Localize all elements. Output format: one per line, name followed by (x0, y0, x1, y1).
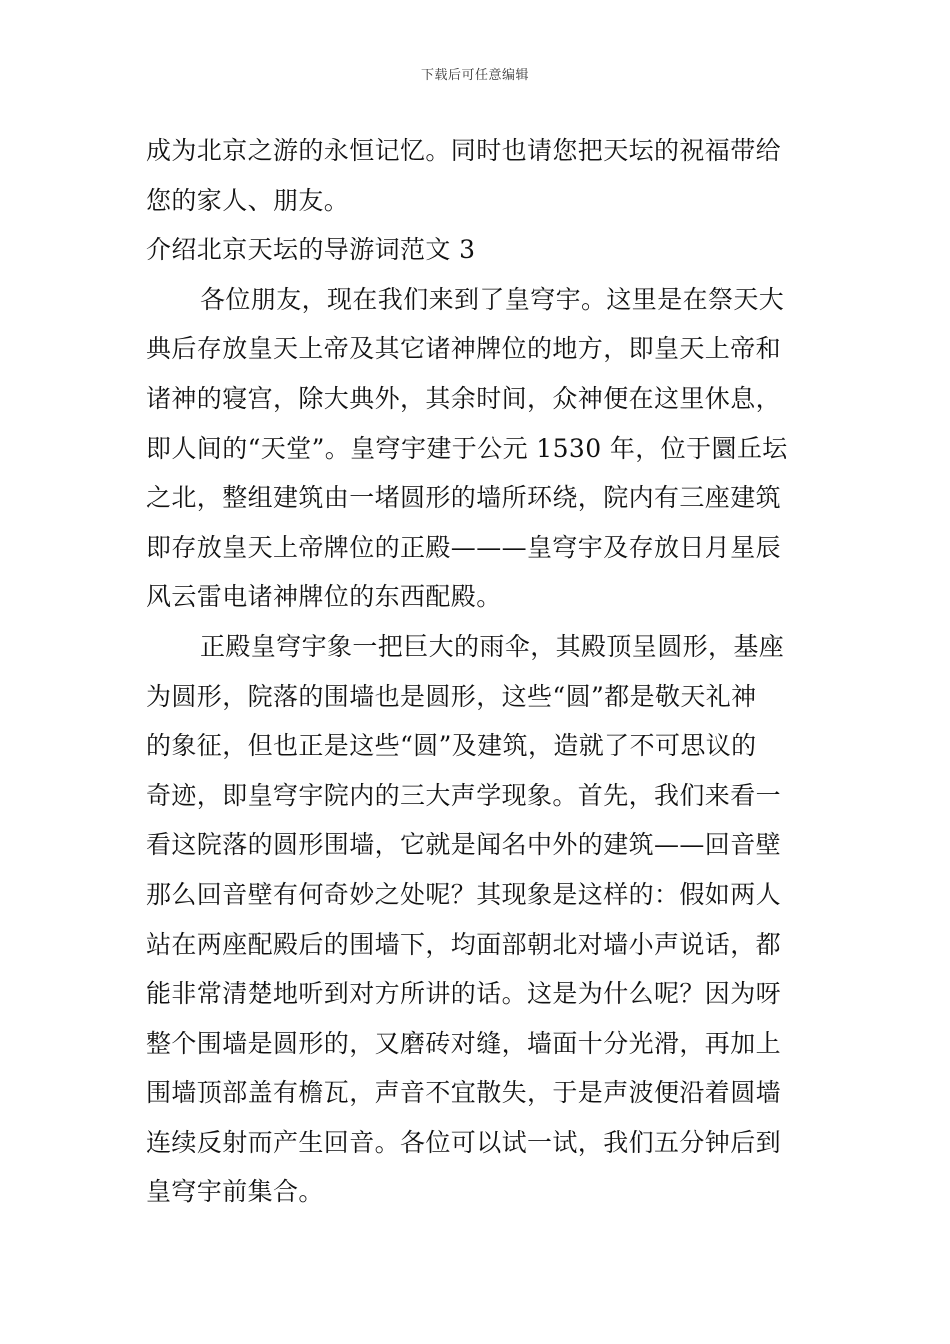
text-line: 成为北京之游的永恒记忆。同时也请您把天坛的祝福带给 (146, 136, 782, 165)
text-line: 围墙顶部盖有檐瓦，声音不宜散失，于是声波便沿着圆墙 (146, 1078, 782, 1108)
text-line: 奇迹，即皇穹宇院内的三大声学现象。首先，我们来看一 (146, 780, 782, 810)
text-line: 典后存放皇天上帝及其它诸神牌位的地方，即皇天上帝和 (146, 334, 782, 364)
text-line: 皇穹宇前集合。 (146, 1177, 324, 1207)
text-line: 风云雷电诸神牌位的东西配殿。 (146, 582, 502, 612)
text-line: 看这院落的圆形围墙，它就是闻名中外的建筑——回音壁 (146, 830, 782, 860)
paragraph-first-line: 各位朋友，现在我们来到了皇穹宇。这里是在祭天大 (200, 284, 785, 314)
section-heading: 介绍北京天坛的导游词范文 3 (146, 235, 476, 265)
text-line: 为圆形，院落的围墙也是圆形，这些“圆”都是敬天礼神 (146, 681, 757, 711)
text-line: 站在两座配殿后的围墙下，均面部朝北对墙小声说话，都 (146, 929, 782, 959)
text-line: 连续反射而产生回音。各位可以试一试，我们五分钟后到 (146, 1127, 782, 1157)
text-line: 即存放皇天上帝牌位的正殿———皇穹宇及存放日月星辰 (146, 532, 782, 562)
text-line: 您的家人、朋友。 (146, 185, 350, 215)
paragraph-first-line: 正殿皇穹宇象一把巨大的雨伞，其殿顶呈圆形，基座 (200, 631, 785, 661)
text-line: 能非常清楚地听到对方所讲的话。这是为什么呢？因为呀 (146, 979, 782, 1009)
document-body (146, 126, 808, 1217)
text-line: 的象征，但也正是这些“圆”及建筑，造就了不可思议的 (146, 731, 757, 761)
text-line: 整个围墙是圆形的，又磨砖对缝，墙面十分光滑，再加上 (146, 1028, 782, 1058)
text-line: 之北，整组建筑由一堵圆形的墙所环绕，院内有三座建筑 (146, 483, 782, 513)
text-line: 即人间的“天堂”。皇穹宇建于公元 1530 年，位于圜丘坛 (146, 433, 788, 463)
text-line: 那么回音壁有何奇妙之处呢？其现象是这样的：假如两人 (146, 879, 782, 909)
text-line: 诸神的寝宫，除大典外，其余时间，众神便在这里休息， (146, 383, 782, 413)
page-header: 下载后可任意编辑 (420, 68, 529, 83)
